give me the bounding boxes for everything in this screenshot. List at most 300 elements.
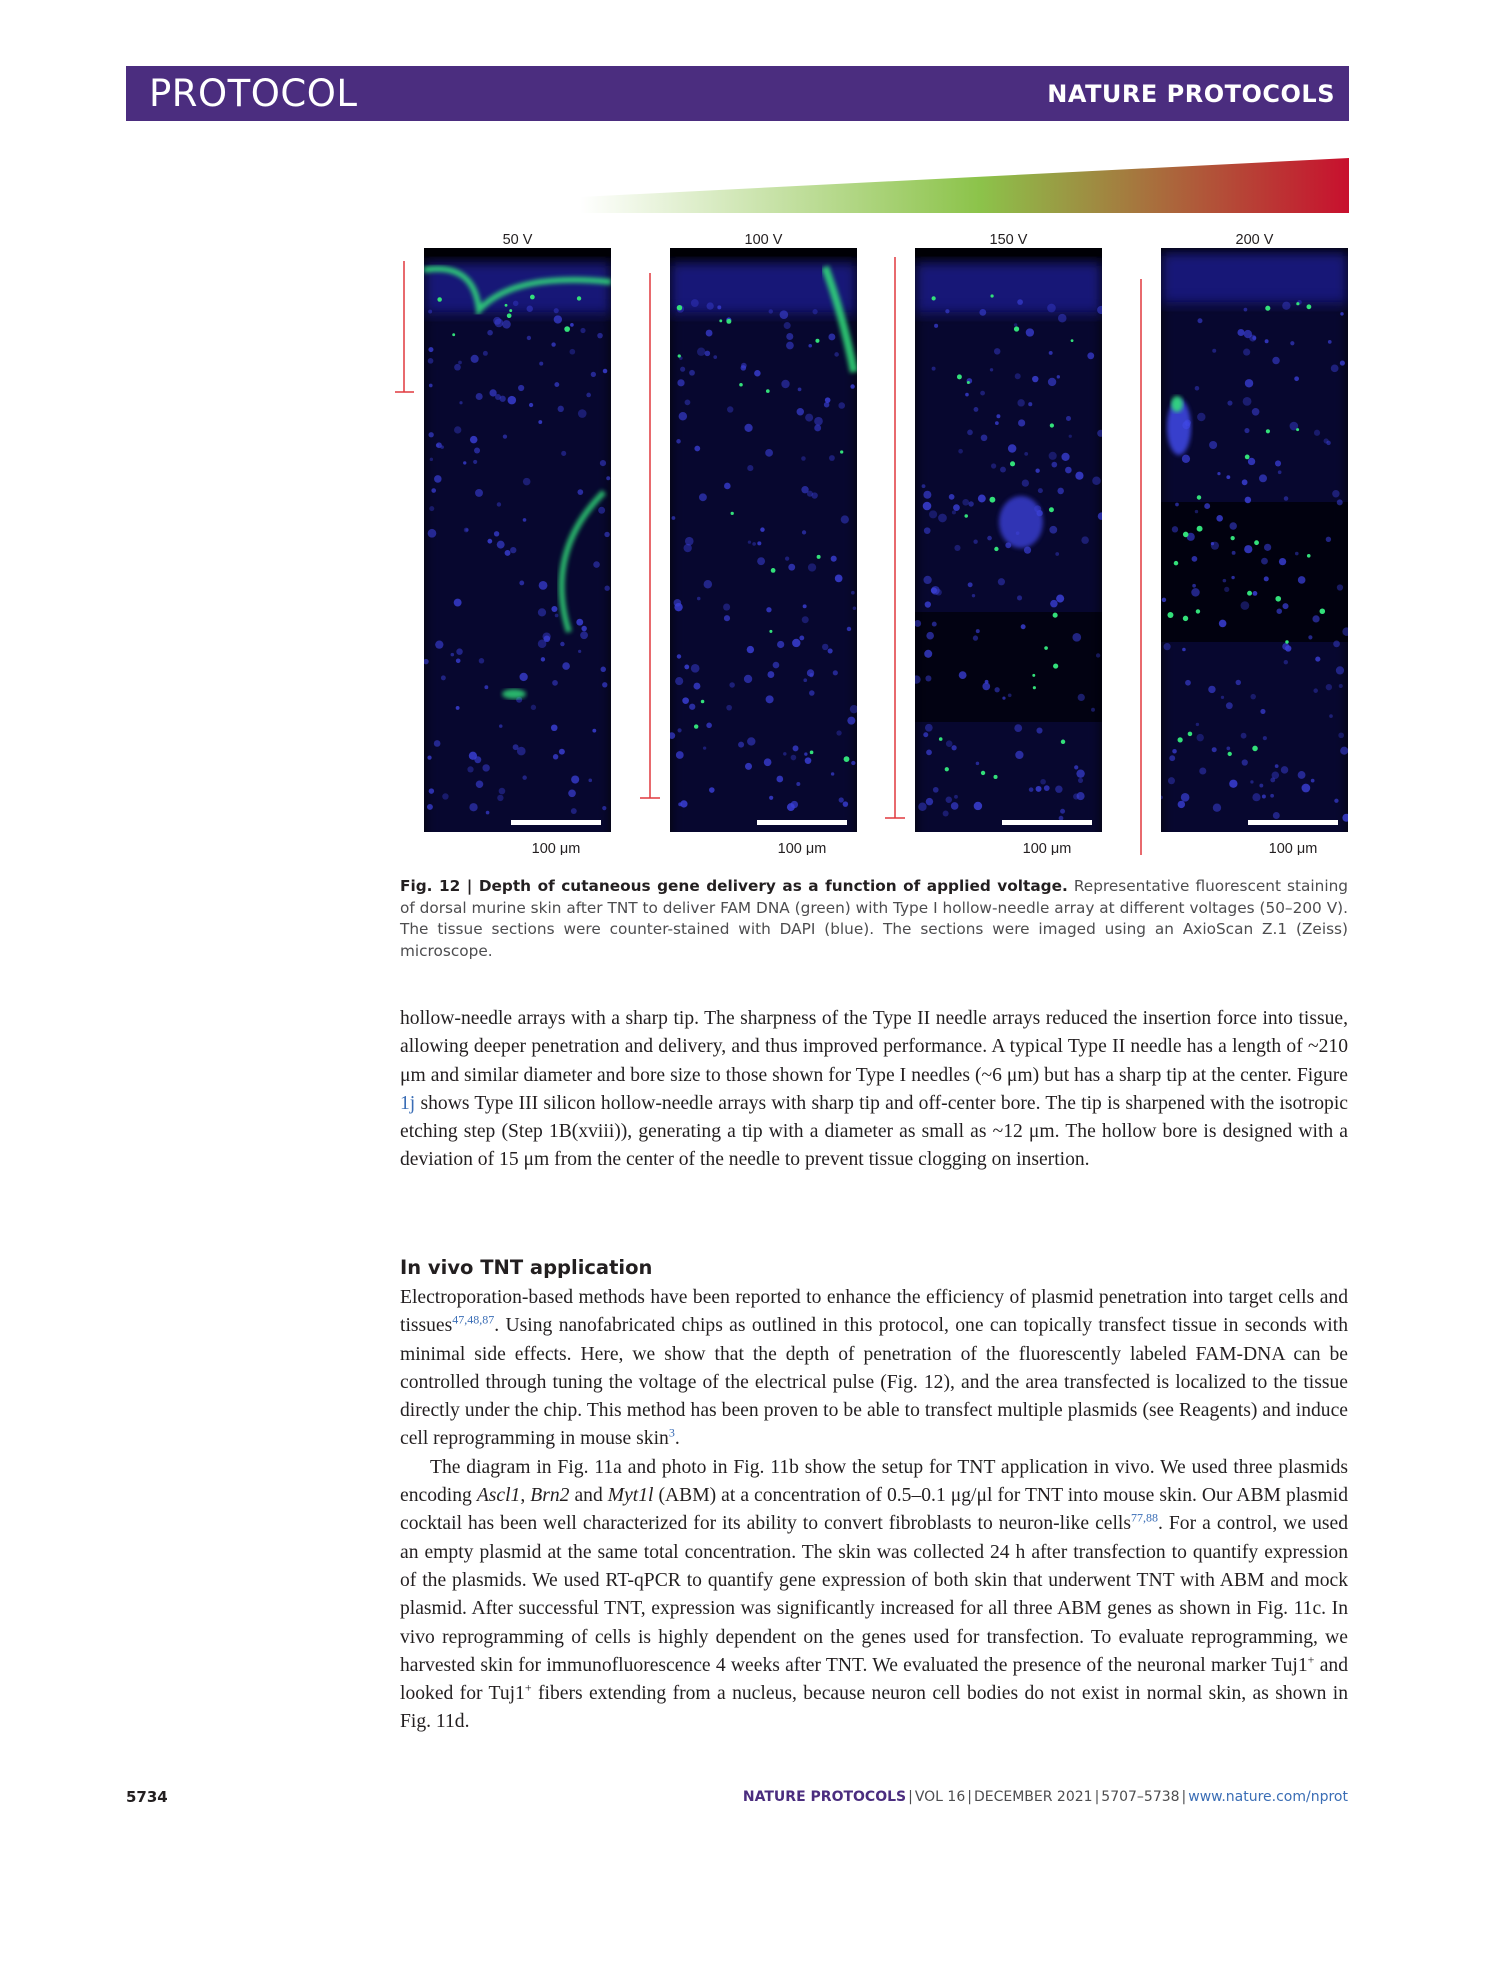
nucleus-dot <box>1209 441 1217 449</box>
nucleus-dot <box>553 754 558 759</box>
nucleus-dot <box>1050 600 1058 608</box>
nucleus-dot <box>1098 512 1106 520</box>
nucleus-dot <box>958 449 963 454</box>
fam-signal-dot <box>957 374 962 379</box>
fam-signal-dot <box>989 497 995 503</box>
nucleus-dot <box>503 434 507 438</box>
nucleus-dot <box>1036 786 1042 792</box>
micrograph-content <box>1159 252 1349 855</box>
nucleus-dot <box>812 309 817 314</box>
fam-signal-dot <box>1307 304 1312 309</box>
nucleus-dot <box>752 542 756 546</box>
footer-journal: NATURE PROTOCOLS <box>742 1789 907 1805</box>
nucleus-dot <box>729 682 734 687</box>
panel-1 <box>395 232 611 855</box>
nucleus-dot <box>1014 724 1022 732</box>
nucleus-dot <box>926 632 934 640</box>
nucleus-dot <box>1298 576 1306 584</box>
nucleus-dot <box>1308 635 1312 639</box>
nucleus-dot <box>603 369 608 374</box>
nucleus-dot <box>781 380 789 388</box>
nucleus-dot <box>1242 759 1248 765</box>
nucleus-dot <box>431 488 436 493</box>
nucleus-dot <box>694 446 700 452</box>
nucleus-dot <box>1339 684 1343 688</box>
nucleus-dot <box>1191 588 1200 597</box>
nucleus-dot <box>962 499 969 506</box>
nucleus-dot <box>754 370 761 377</box>
fam-signal-dot <box>739 383 743 387</box>
nucleus-dot <box>1029 787 1034 792</box>
fam-signal-dot <box>1231 536 1235 540</box>
nucleus-dot <box>578 409 587 418</box>
nucleus-dot <box>672 516 676 520</box>
nucleus-dot <box>676 751 684 759</box>
nucleus-dot <box>1282 603 1288 609</box>
scale-bar-label: 100 μm <box>777 841 827 855</box>
panel-4 <box>1131 232 1349 855</box>
nucleus-dot <box>519 673 527 681</box>
nucleus-dot <box>1252 336 1256 340</box>
nucleus-dot <box>1024 452 1028 456</box>
nucleus-dot <box>786 342 794 350</box>
nucleus-dot <box>814 425 821 432</box>
nucleus-dot <box>1035 469 1039 473</box>
nucleus-dot <box>968 501 973 506</box>
nucleus-dot <box>1265 339 1269 343</box>
superscript-plus: + <box>1307 1652 1315 1667</box>
nucleus-dot <box>1018 419 1025 426</box>
nucleus-dot <box>1263 736 1267 740</box>
fam-signal-dot <box>939 737 943 741</box>
nucleus-dot <box>456 658 461 663</box>
footer-citation <box>743 1789 1348 1805</box>
nucleus-dot <box>522 775 526 779</box>
nucleus-dot <box>1337 584 1343 590</box>
nucleus-dot <box>1232 551 1236 555</box>
footer-separator: | <box>908 1789 913 1805</box>
figure-12 <box>395 155 1349 855</box>
paragraph-electroporation <box>400 1284 1348 1454</box>
nucleus-dot <box>974 802 982 810</box>
superscript-plus: + <box>524 1680 532 1695</box>
nucleus-dot <box>785 557 789 561</box>
reference-citation[interactable]: 77,88 <box>1130 1510 1158 1525</box>
nucleus-dot <box>1236 680 1241 685</box>
nucleus-dot <box>769 309 773 313</box>
nucleus-dot <box>1259 474 1267 482</box>
nucleus-dot <box>980 391 985 396</box>
nucleus-dot <box>1242 479 1248 485</box>
nucleus-dot <box>502 320 511 329</box>
nucleus-dot <box>978 495 986 503</box>
nucleus-dot <box>678 802 682 806</box>
nucleus-dot <box>926 749 932 755</box>
nucleus-dot <box>1195 510 1198 513</box>
para3-sep: , <box>520 1485 531 1507</box>
nucleus-dot <box>1197 318 1202 323</box>
para1-text-b: shows Type III silicon hollow-needle arrays with sharp tip and off-center bore. The tip is sharpened with the isotropic etching step (Step 1B(xviii)), generating a tip with a diameter as small as ~12 μm. The hollow bore is designed with a deviation of 15 μm from the center of the needle to prevent tissue clogging on insertion. <box>400 1092 1348 1171</box>
micrograph-content <box>668 262 858 855</box>
nucleus-dot <box>987 536 992 541</box>
nucleus-dot <box>606 476 610 480</box>
nucleus-dot <box>788 564 795 571</box>
nucleus-dot <box>727 406 733 412</box>
nucleus-dot <box>1241 733 1247 739</box>
fam-signal-dot <box>993 775 997 779</box>
nucleus-dot <box>1250 780 1253 783</box>
nucleus-dot <box>803 604 807 608</box>
nucleus-dot <box>598 507 605 514</box>
nucleus-dot <box>1278 470 1282 474</box>
fam-signal-dot <box>1174 561 1179 566</box>
nucleus-dot <box>1087 352 1094 359</box>
nucleus-dot <box>931 586 940 595</box>
fam-signal-dot <box>726 319 731 324</box>
nucleus-dot <box>1059 816 1064 821</box>
nucleus-dot <box>801 486 808 493</box>
nucleus-dot <box>1241 601 1250 610</box>
nucleus-dot <box>668 732 675 739</box>
nucleus-dot <box>825 397 831 403</box>
nucleus-dot <box>951 802 959 810</box>
paragraph-type-ii <box>400 1005 1348 1175</box>
nucleus-dot <box>1340 747 1348 755</box>
footer-separator: | <box>1094 1789 1100 1805</box>
nucleus-dot <box>538 420 542 424</box>
nucleus-dot <box>985 680 989 684</box>
nucleus-dot <box>1204 503 1210 509</box>
nucleus-dot <box>697 348 705 356</box>
nucleus-dot <box>1250 694 1255 699</box>
nucleus-dot <box>1231 576 1234 579</box>
nucleus-dot <box>839 797 844 802</box>
fam-signal-dot <box>1183 616 1188 621</box>
nucleus-dot <box>674 599 682 607</box>
fam-signal-dot <box>981 771 985 775</box>
nucleus-dot <box>689 370 695 376</box>
nucleus-dot <box>429 788 434 793</box>
nucleus-dot <box>1182 455 1190 463</box>
nucleus-dot <box>995 687 1000 692</box>
fam-signal-dot <box>769 630 772 633</box>
nucleus-dot <box>1294 376 1299 381</box>
nucleus-dot <box>482 764 489 771</box>
nucleus-dot <box>932 367 936 371</box>
nucleus-dot <box>454 426 461 433</box>
nucleus-dot <box>767 671 774 678</box>
nucleus-dot <box>1196 723 1199 726</box>
scale-bar-label: 100 μm <box>1268 841 1318 855</box>
nucleus-dot <box>943 811 949 817</box>
nucleus-dot <box>923 502 932 511</box>
nucleus-dot <box>709 787 715 793</box>
nucleus-dot <box>835 575 843 583</box>
nucleus-dot <box>1229 780 1237 788</box>
nucleus-dot <box>1213 804 1221 812</box>
nucleus-dot <box>685 399 691 405</box>
nucleus-dot <box>828 648 833 653</box>
gene-name: Myt1l <box>607 1485 654 1507</box>
nucleus-dot <box>539 581 548 590</box>
footer-url[interactable]: www.nature.com/nprot <box>1188 1789 1348 1805</box>
nucleus-dot <box>527 336 531 340</box>
nucleus-dot <box>847 627 851 631</box>
reference-citation[interactable]: 47,48,87 <box>452 1312 495 1327</box>
journal-name: NATURE PROTOCOLS <box>1047 80 1335 108</box>
nucleus-dot <box>976 629 980 633</box>
nucleus-dot <box>576 619 583 626</box>
scale-bar <box>511 820 601 825</box>
fam-signal-dot <box>771 568 776 573</box>
nucleus-dot <box>968 582 973 587</box>
nucleus-dot <box>1229 522 1236 529</box>
fam-signal-dot <box>1275 596 1281 602</box>
nucleus-dot <box>538 608 546 616</box>
nucleus-dot <box>459 401 462 404</box>
micrograph-content <box>423 262 611 855</box>
nucleus-dot <box>1057 488 1064 495</box>
nucleus-dot <box>699 493 707 501</box>
fam-signal-dot <box>1252 746 1258 752</box>
nucleus-dot <box>676 439 681 444</box>
nucleus-dot <box>428 529 437 538</box>
nucleus-dot <box>571 775 579 783</box>
nucleus-dot <box>850 705 858 713</box>
nucleus-dot <box>487 539 492 544</box>
nucleus-dot <box>541 657 545 661</box>
nucleus-dot <box>456 706 460 710</box>
nucleus-dot <box>851 591 855 595</box>
nucleus-dot <box>551 724 558 731</box>
nucleus-dot <box>1028 402 1032 406</box>
fam-signal-dot <box>1188 732 1193 737</box>
nucleus-dot <box>1197 734 1204 741</box>
nucleus-dot <box>834 352 839 357</box>
nucleus-dot <box>1026 328 1034 336</box>
nucleus-dot <box>1069 435 1072 438</box>
nucleus-dot <box>1334 799 1338 803</box>
nucleus-dot <box>1074 765 1078 769</box>
section-body <box>400 1284 1348 1737</box>
nucleus-dot <box>1259 784 1263 788</box>
nucleus-dot <box>784 322 791 329</box>
fam-signal-dot <box>1049 507 1054 512</box>
nucleus-dot <box>809 673 813 677</box>
voltage-label: 150 V <box>989 232 1028 248</box>
nucleus-dot <box>802 616 809 623</box>
nucleus-dot <box>454 364 461 371</box>
nucleus-dot <box>429 384 433 388</box>
para3-text-d: and looked for Tuj1 <box>400 1654 1348 1705</box>
nucleus-dot <box>833 670 838 675</box>
fam-signal-dot <box>1032 674 1035 677</box>
nucleus-dot <box>1216 515 1223 522</box>
nucleus-dot <box>1221 696 1224 699</box>
nucleus-dot <box>804 752 807 755</box>
fam-signal-dot <box>677 305 682 310</box>
nucleus-dot <box>805 414 813 422</box>
nucleus-dot <box>1015 373 1021 379</box>
nucleus-dot <box>436 442 442 448</box>
nucleus-dot <box>1329 714 1333 718</box>
nucleus-dot <box>822 644 828 650</box>
nucleus-dot <box>1217 472 1220 475</box>
section-label: PROTOCOL <box>149 72 358 115</box>
fam-signal-dot <box>719 319 722 322</box>
nucleus-dot <box>959 671 967 679</box>
gene-name: Ascl1 <box>476 1485 521 1507</box>
nucleus-dot <box>434 740 441 747</box>
nucleus-dot <box>1078 694 1085 701</box>
nucleus-dot <box>543 632 551 640</box>
nucleus-dot <box>1044 785 1050 791</box>
nucleus-dot <box>706 330 713 337</box>
panel-3 <box>885 232 1105 855</box>
fam-signal-dot <box>1033 686 1036 689</box>
header-bar <box>126 66 1349 121</box>
nucleus-dot <box>923 491 931 499</box>
nucleus-dot <box>427 804 433 810</box>
fam-signal-dot <box>994 547 998 551</box>
nucleus-dot <box>1168 777 1175 784</box>
nucleus-dot <box>954 795 958 799</box>
nucleus-dot <box>814 417 823 426</box>
nucleus-dot <box>841 515 849 523</box>
nucleus-dot <box>588 779 592 783</box>
figure-1j-link[interactable]: 1j <box>400 1092 416 1114</box>
nucleus-dot <box>1081 536 1089 544</box>
nucleus-dot <box>1333 640 1340 647</box>
nucleus-dot <box>809 690 815 696</box>
nucleus-dot <box>463 461 466 464</box>
nucleus-dot <box>592 729 596 733</box>
nucleus-dot <box>838 402 845 409</box>
nucleus-dot <box>828 334 835 341</box>
fam-signal-dot <box>840 450 843 453</box>
para2-text-c: . <box>674 1428 680 1450</box>
nucleus-dot <box>976 762 980 766</box>
nucleus-dot <box>577 489 583 495</box>
nucleus-dot <box>554 308 559 313</box>
nucleus-dot <box>597 333 603 339</box>
nucleus-dot <box>489 389 496 396</box>
para3-text-a: The diagram in Fig. 11a and photo in Fig. 11b show the setup for TNT application in vivo. We used three plasmids encoding <box>400 1456 1348 1507</box>
scale-bar <box>1002 820 1092 825</box>
nucleus-dot <box>1226 702 1233 709</box>
fam-signal-dot <box>1266 429 1270 433</box>
nucleus-dot <box>1017 399 1024 406</box>
nucleus-dot <box>991 463 996 468</box>
nucleus-dot <box>724 483 731 490</box>
nucleus-dot <box>703 746 706 749</box>
nucleus-dot <box>427 756 431 760</box>
nucleus-dot <box>1282 302 1290 310</box>
fam-signal-dot <box>1061 740 1065 744</box>
nucleus-dot <box>946 797 952 803</box>
nucleus-dot <box>836 730 841 735</box>
nucleus-dot <box>1314 430 1320 436</box>
nucleus-dot <box>704 580 712 588</box>
nucleus-dot <box>1331 365 1339 373</box>
nucleus-dot <box>441 675 446 680</box>
nucleus-dot <box>1243 349 1250 356</box>
figure-12-graphic <box>395 155 1349 855</box>
nucleus-dot <box>552 680 558 686</box>
nucleus-dot <box>1326 684 1332 690</box>
footer-separator: | <box>967 1789 972 1805</box>
nucleus-dot <box>483 351 488 356</box>
nucleus-dot <box>1057 375 1060 378</box>
nucleus-dot <box>925 724 933 732</box>
nucleus-dot <box>1273 812 1280 819</box>
nucleus-dot <box>843 801 848 806</box>
nucleus-dot <box>680 367 685 372</box>
nucleus-dot <box>591 372 596 377</box>
nucleus-dot <box>428 310 432 314</box>
nucleus-dot <box>677 379 684 386</box>
nucleus-dot <box>691 299 699 307</box>
nucleus-dot <box>850 384 854 388</box>
nucleus-dot <box>586 393 591 398</box>
voltage-label: 100 V <box>744 232 783 248</box>
nucleus-dot <box>684 664 689 669</box>
fam-signal-dot <box>1296 302 1299 305</box>
fam-signal-dot <box>1197 526 1203 532</box>
nucleus-dot <box>1051 462 1057 468</box>
nucleus-dot <box>1199 767 1206 774</box>
nucleus-dot <box>593 561 600 568</box>
nucleus-dot <box>811 492 817 498</box>
nucleus-dot <box>1253 591 1258 596</box>
nucleus-dot <box>1332 490 1339 497</box>
voltage-label: 200 V <box>1235 232 1274 248</box>
fam-deep-signal <box>1171 396 1183 412</box>
nucleus-dot <box>510 547 516 553</box>
nucleus-dot <box>675 677 683 685</box>
nucleus-dot <box>926 798 933 805</box>
nucleus-dot <box>568 789 576 797</box>
nucleus-dot <box>551 606 557 612</box>
nucleus-dot <box>793 745 799 751</box>
fam-signal-dot <box>932 296 936 300</box>
tissue-gap <box>915 612 1102 722</box>
nucleus-dot <box>1056 595 1064 603</box>
nucleus-dot <box>953 504 960 511</box>
nucleus-dot <box>1000 467 1006 473</box>
nucleus-dot <box>519 581 524 586</box>
nucleus-dot <box>946 740 953 747</box>
nucleus-dot <box>1264 576 1269 581</box>
nucleus-dot <box>1226 475 1230 479</box>
nucleus-dot <box>523 518 527 522</box>
nucleus-dot <box>1279 558 1286 565</box>
nucleus-dot <box>1038 488 1043 493</box>
nucleus-dot <box>527 306 533 312</box>
nucleus-dot <box>1311 779 1315 783</box>
nucleus-dot <box>1162 598 1166 602</box>
nucleus-dot <box>791 755 797 761</box>
fam-signal-dot <box>1247 591 1252 596</box>
nucleus-dot <box>513 301 519 307</box>
fam-signal-dot <box>1307 554 1311 558</box>
reference-citation[interactable]: 3 <box>668 1425 675 1440</box>
nucleus-dot <box>799 636 804 641</box>
nucleus-dot <box>1212 747 1217 752</box>
fam-signal-dot <box>509 309 512 312</box>
fam-signal-dot <box>1010 461 1015 466</box>
nucleus-dot <box>435 640 443 648</box>
